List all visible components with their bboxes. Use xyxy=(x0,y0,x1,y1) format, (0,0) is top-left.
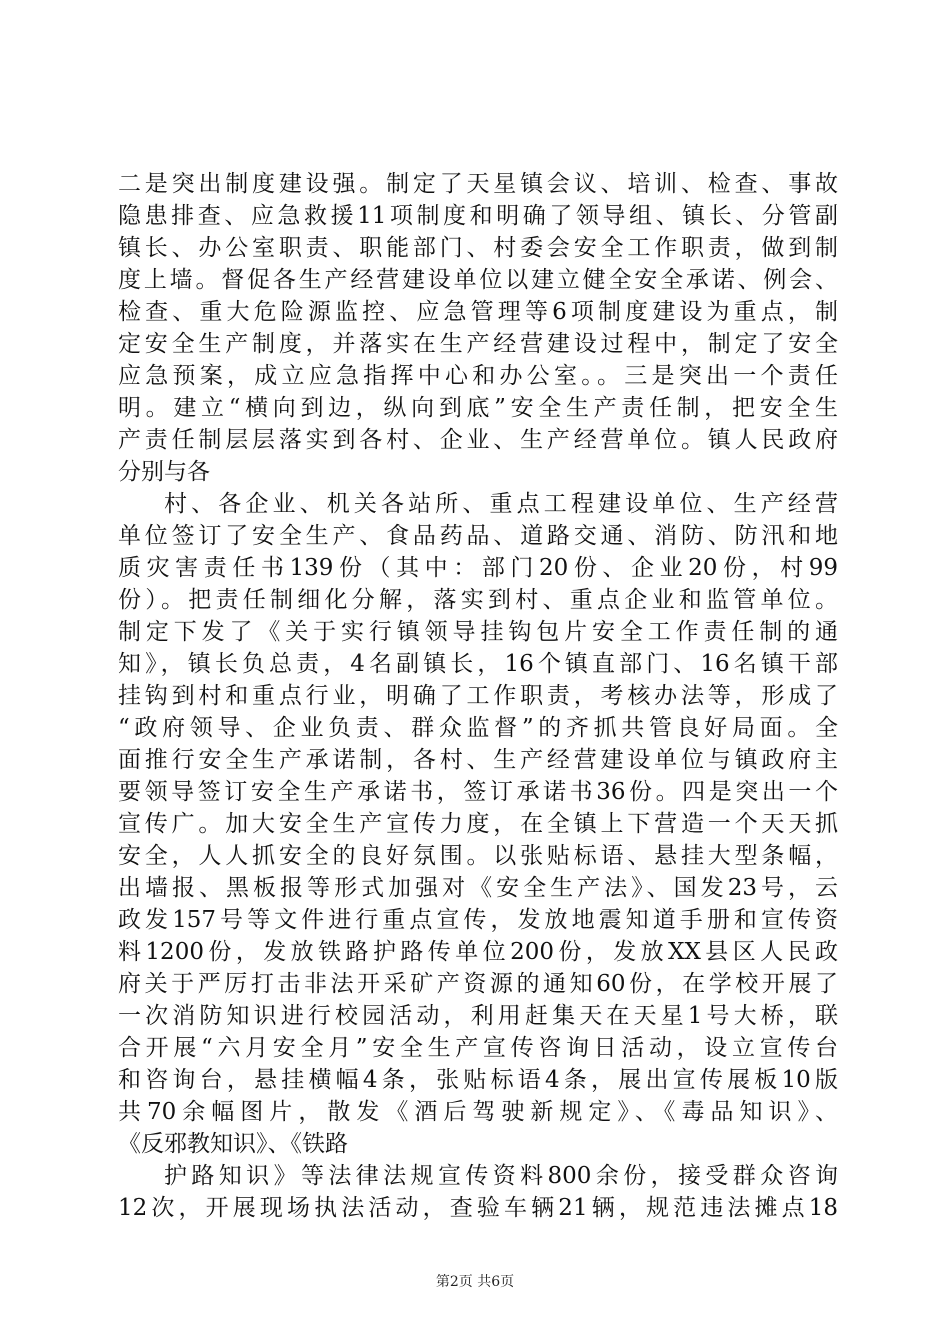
text-line: 《反邪教知识》、《铁路 xyxy=(118,1131,348,1157)
text-line: 定安全生产制度，并落实在生产经营建设过程中，制定了安全 xyxy=(118,331,838,357)
text-line: 隐患排查、应急救援11项制度和明确了领导组、镇长、分管副 xyxy=(118,203,838,229)
text-line: 应急预案，成立应急指挥中心和办公室。。三是突出一个责任 xyxy=(118,363,838,389)
text-line: 共70余幅图片，散发《酒后驾驶新规定》、《毒品知识》、 xyxy=(118,1099,838,1125)
text-line: 出墙报、黑板报等形式加强对《安全生产法》、国发23号，云 xyxy=(118,875,838,901)
page-footer: 第2页 共6页 xyxy=(435,1274,515,1290)
text-line: 和咨询台，悬挂横幅4条，张贴标语4条，展出宣传展板10版 xyxy=(118,1067,838,1093)
text-line: 料1200份，发放铁路护路传单位200份，发放XX县区人民政 xyxy=(118,939,838,965)
text-line: 检查、重大危险源监控、应急管理等6项制度建设为重点，制 xyxy=(118,299,838,325)
text-line: 护路知识》等法律法规宣传资料800余份，接受群众咨询 xyxy=(164,1163,838,1189)
text-line: 12次，开展现场执法活动，查验车辆21辆，规范违法摊点18 xyxy=(118,1195,838,1221)
text-line: 知》，镇长负总责，4名副镇长，16个镇直部门、16名镇干部 xyxy=(118,651,838,677)
text-line: 单位签订了安全生产、食品药品、道路交通、消防、防汛和地 xyxy=(118,523,838,549)
text-line: 分别与各 xyxy=(118,459,210,485)
text-line: 府关于严厉打击非法开采矿产资源的通知60份，在学校开展了 xyxy=(118,971,838,997)
paragraph xyxy=(118,168,838,488)
paragraph xyxy=(118,488,838,1160)
text-line: 合开展“六月安全月”安全生产宣传咨询日活动，设立宣传台 xyxy=(118,1035,838,1061)
text-line: 镇长、办公室职责、职能部门、村委会安全工作职责，做到制 xyxy=(118,235,838,261)
text-line: 产责任制层层落实到各村、企业、生产经营单位。镇人民政府 xyxy=(118,427,838,453)
text-line: 份）。把责任制细化分解，落实到村、重点企业和监管单位。 xyxy=(118,587,838,613)
text-line: 一次消防知识进行校园活动，利用赶集天在天星1号大桥，联 xyxy=(118,1003,838,1029)
text-line: 要领导签订安全生产承诺书，签订承诺书36份。四是突出一个 xyxy=(118,779,838,805)
text-line: 安全，人人抓安全的良好氛围。以张贴标语、悬挂大型条幅， xyxy=(118,843,838,869)
document-body xyxy=(118,168,838,1224)
text-line: 挂钩到村和重点行业，明确了工作职责，考核办法等，形成了 xyxy=(118,683,838,709)
text-line: 宣传广。加大安全生产宣传力度，在全镇上下营造一个天天抓 xyxy=(118,811,838,837)
text-line: 面推行安全生产承诺制，各村、生产经营建设单位与镇政府主 xyxy=(118,747,838,773)
text-line: 二是突出制度建设强。制定了天星镇会议、培训、检查、事故 xyxy=(118,171,838,197)
text-line: 制定下发了《关于实行镇领导挂钩包片安全工作责任制的通 xyxy=(118,619,838,645)
text-line: 村、各企业、机关各站所、重点工程建设单位、生产经营 xyxy=(164,491,838,517)
text-line: 明。建立“横向到边，纵向到底”安全生产责任制，把安全生 xyxy=(118,395,838,421)
paragraph xyxy=(118,1160,838,1224)
text-line: 政发157号等文件进行重点宣传，发放地震知道手册和宣传资 xyxy=(118,907,838,933)
text-line: 度上墙。督促各生产经营建设单位以建立健全安全承诺、例会、 xyxy=(118,267,838,293)
text-line: 质灾害责任书139份（其中：部门20份、企业20份，村99 xyxy=(118,555,838,581)
text-line: “政府领导、企业负责、群众监督”的齐抓共管良好局面。全 xyxy=(118,715,838,741)
